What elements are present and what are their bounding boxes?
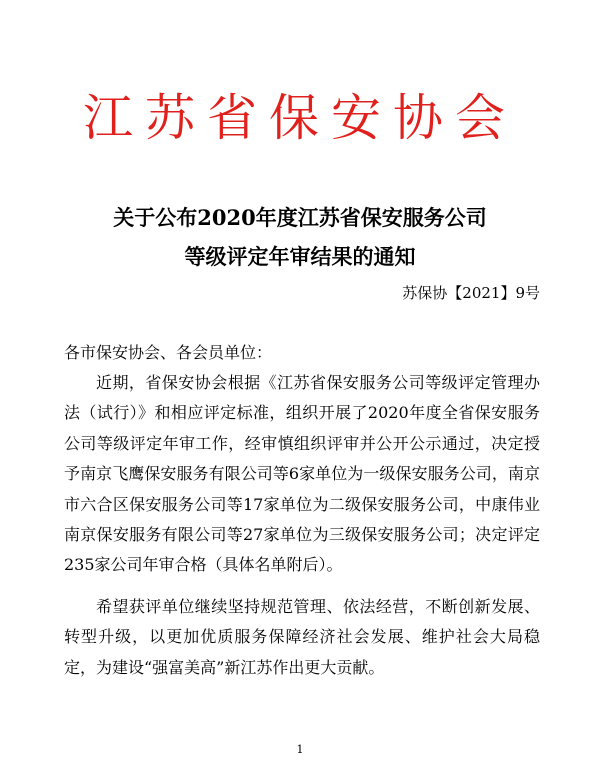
notice-title-line-1: 关于公布2020年度江苏省保安服务公司	[113, 205, 487, 230]
document-number: 苏保协【2021】9号	[402, 284, 540, 302]
page-number: 1	[296, 743, 304, 756]
salutation: 各市保安协会、各会员单位：	[64, 343, 273, 362]
letterhead-org-name: 江苏省保安协会	[83, 89, 517, 147]
body-paragraph-2: 希望获评单位继续坚持规范管理、依法经营，不断创新发展、转型升级，以更加优质服务保障经济社会发展、维护社会大局稳定，为建设“强富美高”新江苏作出更大贡献。	[64, 597, 540, 677]
body-paragraph-1: 近期，省保安协会根据《江苏省保安服务公司等级评定管理办法（试行）》和相应评定标准，组织开展了2020年度全省保安服务公司等级评定年审工作，经审慎组织评审并公开公示通过，决定授予南京飞鹰保安服务有限公司等6家单位为一级保安服务公司，南京市六合区保安服务公司等17家单位为二级保安服务公司，中康伟业南京保安服务有限公司等27家单位为三级保安服务公司；决定评定235家公司年审合格（具体名单附后）。	[64, 373, 540, 575]
notice-title-line-2: 等级评定年审结果的通知	[184, 244, 416, 269]
